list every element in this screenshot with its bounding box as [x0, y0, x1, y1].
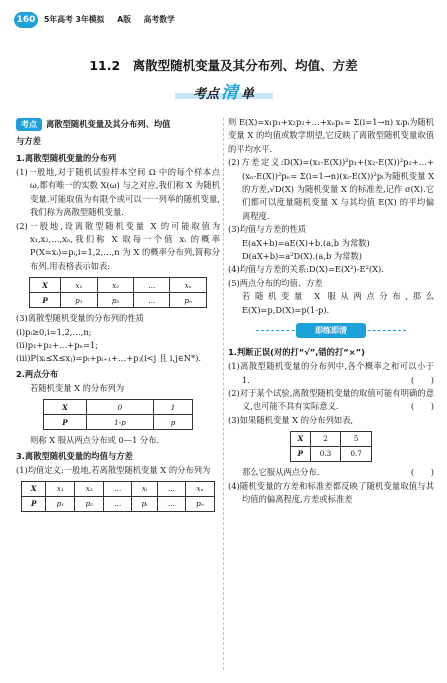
- table-cell: p₁: [46, 497, 75, 512]
- topic-heading-line2: 与方差: [16, 136, 41, 146]
- table-row: [30, 278, 207, 293]
- table-cell: X: [22, 482, 46, 497]
- table-cell: 0.7: [341, 447, 372, 462]
- series-edition: A版: [117, 15, 131, 24]
- table-cell: 5: [341, 432, 372, 447]
- table-row: [291, 447, 372, 462]
- table-cell: p: [154, 415, 193, 430]
- table-cell: …: [134, 278, 170, 293]
- table-cell: …: [104, 482, 132, 497]
- paragraph-distribution: (2)一般地,设离散型随机变量 X 的可能取值为 x₁,x₂,…,xₙ,我们称 X 取每一个值 xᵢ 的概率 P(X=xᵢ)=pᵢ,i=1,2,…,n 为 X 的概率分布列,简称分布列.用表格表示如表:: [16, 220, 220, 271]
- table-cell: p₂: [97, 293, 134, 308]
- table-row: [30, 293, 207, 308]
- table-cell: 1-p: [86, 415, 153, 430]
- banner-text-pre: 考点: [193, 87, 220, 102]
- table-cell: p₂: [75, 497, 104, 512]
- table-cell: x₁: [46, 482, 75, 497]
- topic-heading-line1: 离散型随机变量及其分布列、均值: [46, 119, 171, 129]
- table-cell: p₁: [61, 293, 98, 308]
- paragraph-mean-definition: (1)均值定义:一般地,若离散型随机变量 X 的分布列为: [16, 464, 211, 475]
- paragraph-two-point: 若随机变量 X 的分布列为: [30, 382, 125, 393]
- question-2: [228, 387, 434, 414]
- table-row: [291, 432, 372, 447]
- table-cell: P: [44, 415, 87, 430]
- paragraph-properties: (3)离散型随机变量的分布列的性质: [16, 313, 144, 324]
- right-column: [228, 116, 434, 506]
- paragraph-relation: (4)均值与方差的关系:D(X)=E(X²)-E²(X).: [228, 264, 384, 275]
- answer-blank: ( ): [410, 467, 434, 478]
- practice-label: 即练即清: [296, 323, 366, 338]
- table-cell: xₙ: [186, 482, 215, 497]
- table-cell: P: [30, 293, 61, 308]
- table-cell: x₂: [75, 482, 104, 497]
- topic-tag: 考点: [16, 118, 42, 131]
- subsection-title-2: 2.两点分布: [16, 368, 59, 379]
- table-cell: pₙ: [186, 497, 215, 512]
- answer-blank: ( ): [410, 401, 434, 412]
- left-column: [16, 116, 220, 516]
- table-cell: xₙ: [170, 278, 207, 293]
- question-3-table: [290, 431, 372, 462]
- mean-distribution-table: [21, 481, 215, 512]
- table-cell: 0: [86, 400, 153, 415]
- paragraph-variance: (2)方差定义:D(X)=(x₁-E(X))²p₁+(x₂-E(X))²p₂+…+(xₙ-E(X))²pₙ= Σ(i=1→n)(xᵢ-E(X))²pᵢ为随机变量 X 的方差,√D(X) 为随机变量 X 的标准差,记作 σ(X).它们都可以度量随机变量 X 与其均值 E(X) 的平均偏离程度.: [228, 157, 434, 221]
- banner-text-accent: 清: [221, 83, 238, 103]
- paragraph-definition: (1)一般地,对于随机试验样本空间 Ω 中的每个样本点 ω,都有唯一的实数 X(ω) 与之对应,我们称 X 为随机变量.可能取值为有限个或可以一一列举的随机变量,我们称为离散型随机变量.: [16, 167, 220, 218]
- table-cell: …: [157, 482, 185, 497]
- table-cell: 2: [310, 432, 341, 447]
- subsection-title-3: 3.离散型随机变量的均值与方差: [16, 450, 133, 461]
- practice-divider: [256, 323, 406, 338]
- table-cell: xᵢ: [132, 482, 158, 497]
- table-cell: pₙ: [170, 293, 207, 308]
- table-cell: P: [22, 497, 46, 512]
- table-row: [44, 400, 193, 415]
- column-divider: [223, 118, 224, 670]
- page-header: [0, 0, 447, 34]
- property-iii: (ⅲ)P(xᵢ≤X≤xⱼ)=pᵢ+pᵢ₊₁+…+pⱼ(i<j 且 i,j∈N*).: [16, 353, 202, 364]
- property-ii: (ⅱ)p₁+p₂+…+pₙ=1;: [16, 340, 99, 351]
- section-title: 11.2 离散型随机变量及其分布列、均值、方差: [89, 58, 358, 73]
- book-series: [44, 13, 185, 27]
- table-cell: pᵢ: [132, 497, 158, 512]
- table-cell: X: [291, 432, 311, 447]
- question-4: (4)随机变量的方差和标准差都反映了随机变量取值与其均值的偏离程度,方差或标准差: [228, 480, 434, 504]
- paragraph-two-point-formula: 若随机变量 X 服从两点分布,那么 E(X)=p,D(X)=p(1-p).: [242, 291, 434, 315]
- page-number: 160: [14, 12, 38, 28]
- answer-blank: ( ): [410, 374, 434, 385]
- table-cell: X: [30, 278, 61, 293]
- question-title: 1.判断正误(对的打“√”,错的打“×”): [228, 347, 365, 358]
- property-i: (ⅰ)pᵢ≥0,i=1,2,…,n;: [16, 326, 92, 337]
- banner-text-post: 单: [241, 87, 255, 102]
- paragraph-two-point-conclusion: 则称 X 服从两点分布或 0—1 分布.: [30, 435, 160, 446]
- question-1-text: (1)离散型随机变量的分布列中,各个概率之和可以小于 1.: [228, 361, 434, 385]
- table-cell: P: [291, 447, 311, 462]
- table-row: [22, 482, 215, 497]
- property-mean-linear: E(aX+b)=aE(X)+b.(a,b 为常数): [242, 237, 370, 248]
- table-cell: x₁: [61, 278, 98, 293]
- subsection-title-1: 1.离散型随机变量的分布列: [16, 153, 117, 163]
- series-name: 5年高考 3年模拟: [44, 15, 105, 24]
- table-row: [44, 415, 193, 430]
- two-point-table: [43, 399, 193, 430]
- section-banner: [175, 82, 273, 108]
- paragraph-properties-heading: (3)均值与方差的性质: [228, 224, 307, 235]
- table-cell: …: [157, 497, 185, 512]
- topic-heading: [16, 116, 220, 133]
- paragraph-two-point-moments: (5)两点分布的均值、方差: [228, 277, 323, 288]
- paragraph-expectation: 则 E(X)=x₁p₁+x₂p₂+…+xₙpₙ= Σ(i=1→n) xᵢpᵢ为随机变量 X 的均值或数学期望,它反映了离散型随机变量取值的平均水平.: [228, 117, 434, 154]
- question-3-conclusion: [228, 466, 434, 479]
- table-cell: 1: [154, 400, 193, 415]
- question-1: [228, 360, 434, 387]
- table-cell: …: [134, 293, 170, 308]
- table-row: [22, 497, 215, 512]
- distribution-table: [29, 277, 207, 308]
- property-variance-linear: D(aX+b)=a²D(X).(a,b 为常数): [242, 251, 363, 262]
- table-cell: 0.3: [310, 447, 341, 462]
- table-cell: X: [44, 400, 87, 415]
- question-3: (3)如果随机变量 X 的分布列如表,: [228, 414, 354, 425]
- table-cell: …: [104, 497, 132, 512]
- table-cell: x₂: [97, 278, 134, 293]
- series-subject: 高考数学: [143, 15, 175, 24]
- question-3b-text: 那么它服从两点分布.: [242, 467, 320, 478]
- question-2-text: (2)对于某个试验,离散型随机变量的取值可能有明确的意义,也可能不具有实际意义.: [228, 387, 434, 412]
